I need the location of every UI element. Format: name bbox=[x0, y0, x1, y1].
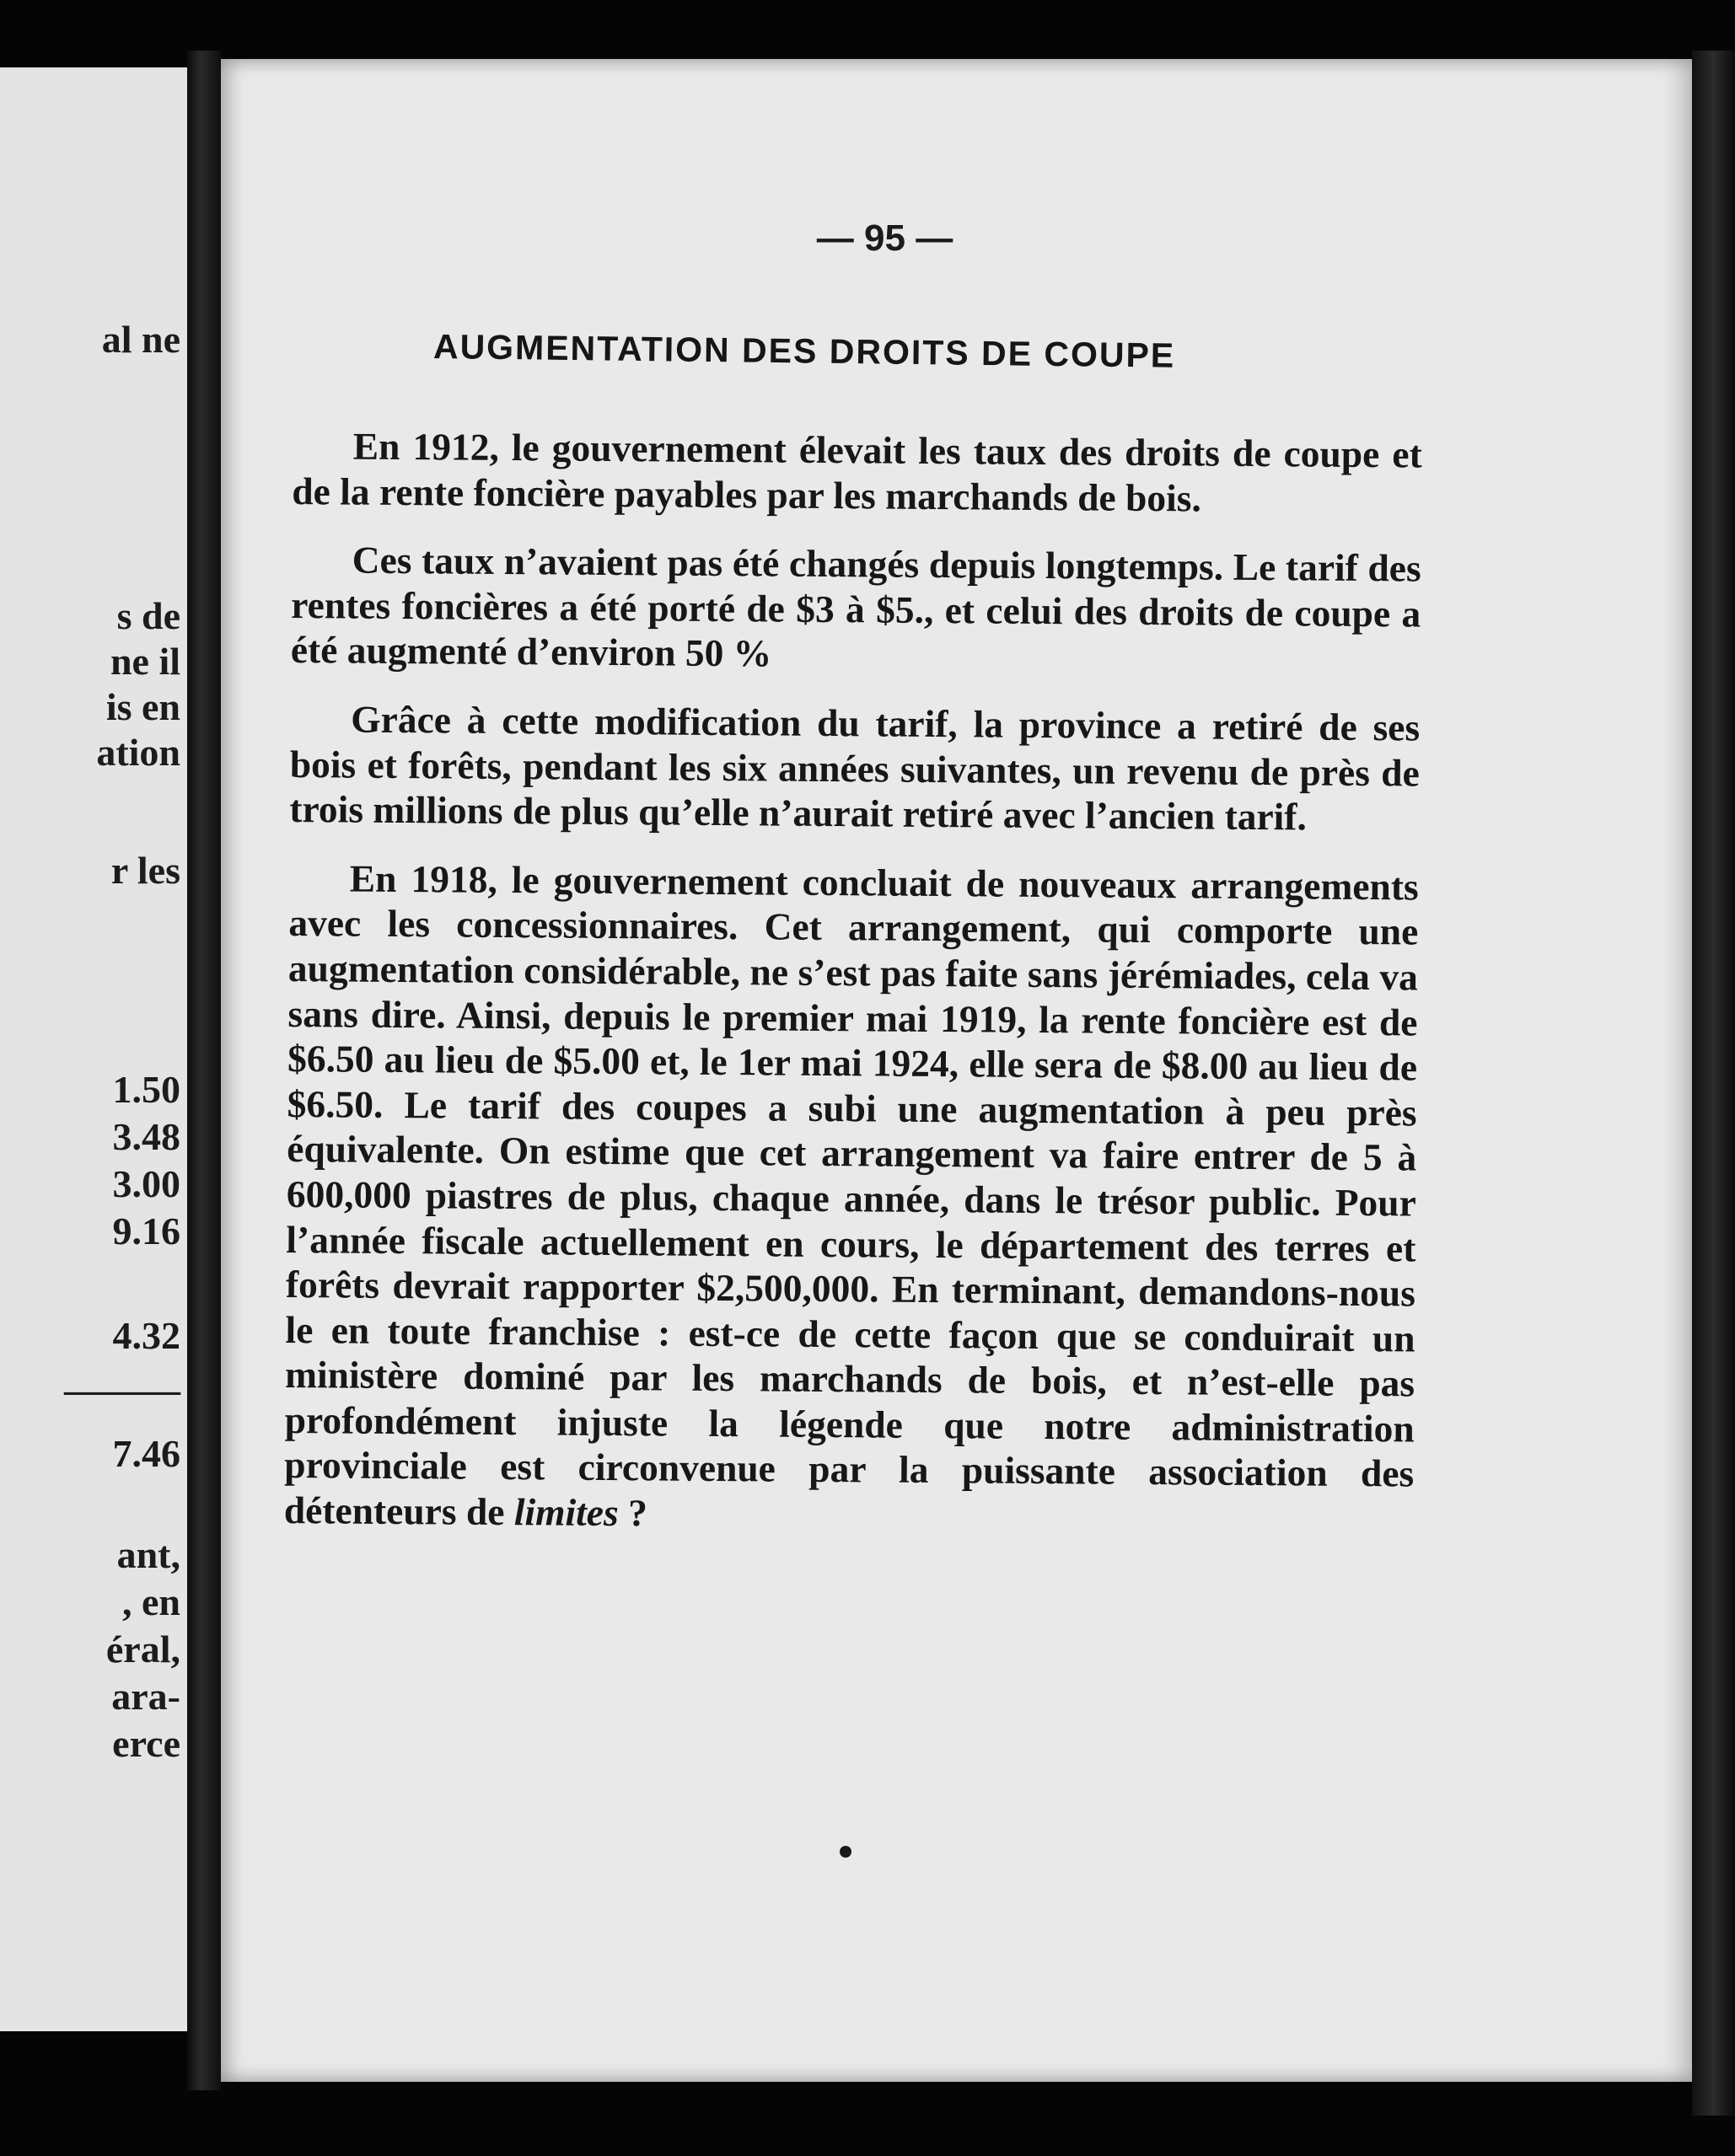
left-fragment: erce bbox=[112, 1722, 180, 1765]
left-fragment: 3.00 bbox=[112, 1162, 180, 1205]
paragraph: En 1912, le gouvernement élevait les taux des droits de coupe et de la rente foncière payables par les marchands de bois. bbox=[292, 424, 1422, 520]
section-heading: AUGMENTATION DES DROITS DE COUPE bbox=[432, 327, 1176, 375]
paragraph-text: En 1918, le gouvernement concluait de nouveaux arrangements avec les concessionnaires. Cet arrangement, qui comporte une augmentation considérable, ne s’est pas faite sans jérémiades, cela va sans dire. Ainsi, depuis le premier mai 1919, la rente foncière est de $6.50 au lieu de $5.00 et, le 1er mai 1924, elle sera de $8.00 au lieu de $6.50. Le tarif des coupes a subi une augmentation à peu près équivalente. On estime que cet arrangement va faire entrer de 5 à 600,000 piastres de plus, chaque année, dans le trésor public. Pour l’année fiscale actuellement en cours, le département des terres et forêts devrait rapporter $2,500,000. En terminant, demandons-nous le en toute franchise : est-ce de cette façon que se conduirait un ministère dominé par les marchands de bois, et n’est-elle pas profondément injuste la légende que notre administration provinciale est circonvenue par la puissante association des détenteurs de bbox=[283, 856, 1419, 1534]
book-gutter bbox=[187, 51, 221, 2090]
paragraph: Grâce à cette modification du tarif, la province a retiré de ses bois et forêts, pendant les six années suivantes, un revenu de près de trois millions de plus qu’elle n’aurait retiré avec l’ancien tarif. bbox=[289, 697, 1421, 839]
left-fragment: , en bbox=[122, 1580, 180, 1623]
page-edge bbox=[1692, 51, 1735, 2116]
page-number: — 95 — bbox=[816, 217, 953, 259]
left-fragment: 9.16 bbox=[112, 1209, 180, 1252]
paragraph-end: ? bbox=[618, 1491, 648, 1535]
left-fragment: ant, bbox=[116, 1533, 180, 1576]
left-fragment: 7.46 bbox=[112, 1432, 180, 1475]
paragraph: Ces taux n’avaient pas été changés depuis longtemps. Le tarif des rentes foncières a été porté de $3 à $5., et celui des droits de coupe a été augmenté d’environ 50 % bbox=[290, 538, 1421, 675]
left-fragment: is en bbox=[105, 685, 180, 728]
left-fragment: ——— bbox=[64, 1368, 180, 1411]
left-fragment: éral, bbox=[105, 1628, 180, 1671]
body-text bbox=[283, 423, 1422, 1565]
previous-page-fragment bbox=[0, 67, 191, 2031]
left-fragment: ation bbox=[96, 731, 180, 774]
left-fragment: s de bbox=[116, 594, 180, 637]
left-fragment: 3.48 bbox=[112, 1115, 180, 1158]
left-fragment: ara- bbox=[111, 1675, 180, 1718]
italic-word: limites bbox=[513, 1490, 619, 1535]
main-page bbox=[221, 59, 1692, 2082]
end-ornament-dot bbox=[840, 1846, 851, 1858]
left-fragment: 1.50 bbox=[112, 1068, 180, 1111]
left-fragment: 4.32 bbox=[112, 1314, 180, 1357]
left-fragment: r les bbox=[110, 849, 180, 892]
paragraph-last bbox=[284, 855, 1419, 1542]
left-fragment: ne il bbox=[110, 640, 180, 683]
left-fragment: al ne bbox=[101, 318, 180, 361]
